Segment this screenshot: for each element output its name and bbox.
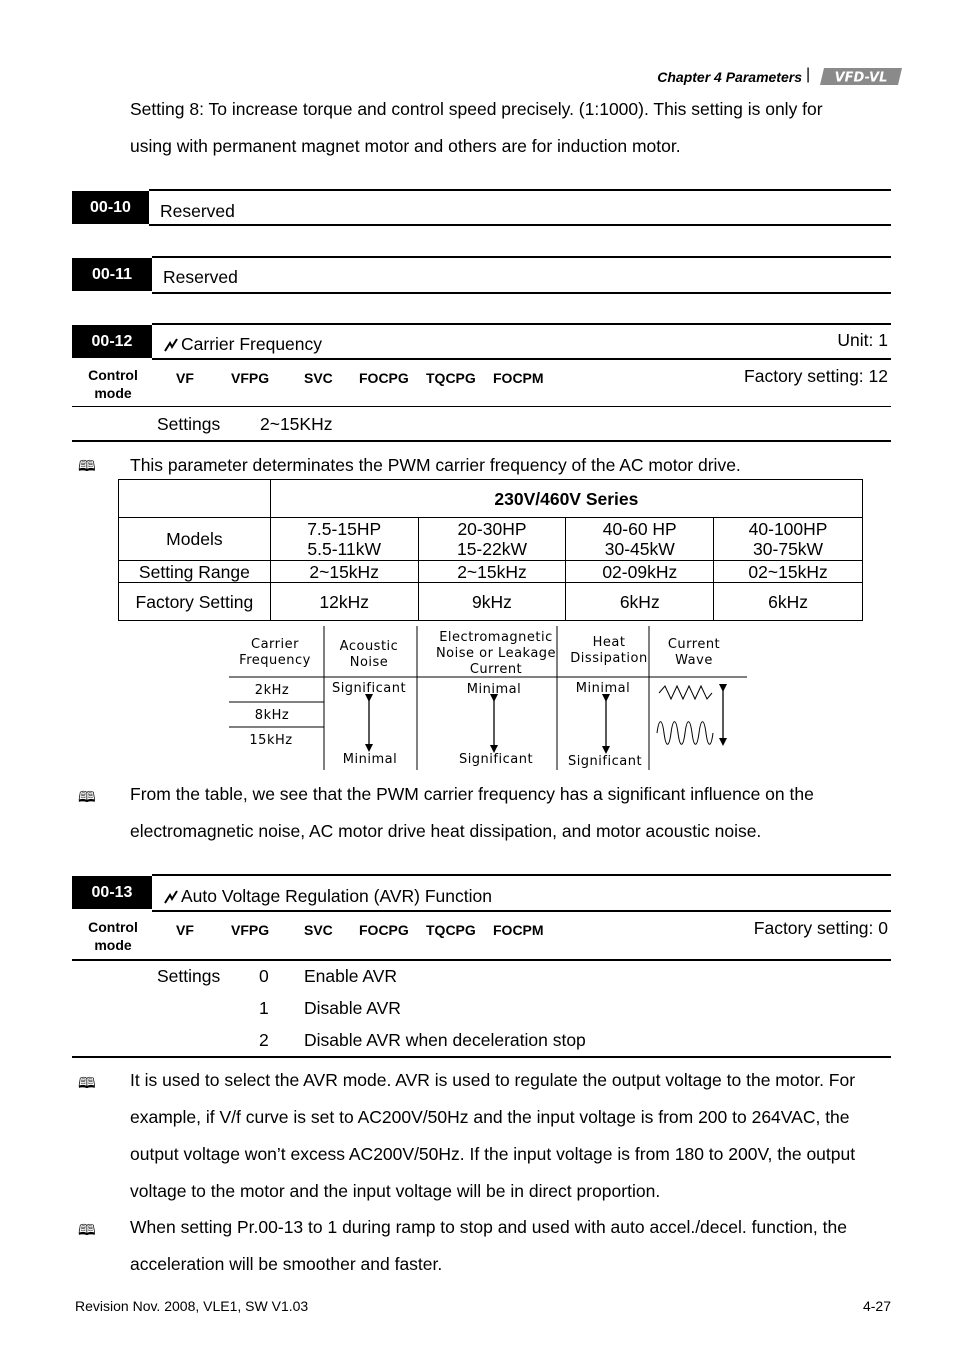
mode-vfpg: VFPG <box>231 922 270 938</box>
freq-label: 15kHz <box>249 733 293 748</box>
col-header: Noise or Leakage <box>435 646 557 661</box>
col-header: Carrier <box>251 637 299 652</box>
table-cell: 2~15kHz <box>418 561 566 583</box>
col-header: Frequency <box>239 653 311 668</box>
divider <box>152 292 891 294</box>
divider <box>149 224 891 226</box>
table-row <box>119 561 863 583</box>
table-cell: 02~15kHz <box>714 561 863 583</box>
param-00-10-tag: 00-10 <box>72 191 149 224</box>
mode-tqcpg: TQCPG <box>426 370 476 386</box>
acoustic-top: Significant <box>331 681 407 696</box>
logo-text: VFD-VL <box>834 70 888 85</box>
param-00-10-name: Reserved <box>160 201 235 221</box>
option-text: Disable AVR <box>304 998 401 1018</box>
divider <box>72 959 891 961</box>
table-cell: 6kHz <box>714 583 863 621</box>
col-header: Current <box>667 637 721 652</box>
note-line-1: From the table, we see that the PWM carrier frequency has a significant influence on the <box>130 784 814 804</box>
heat-bottom: Significant <box>567 754 643 769</box>
writable-icon <box>164 337 178 353</box>
writable-icon <box>164 889 178 905</box>
divider <box>152 256 891 258</box>
col-header: Current <box>469 662 523 677</box>
note-line: When setting Pr.00-13 to 1 during ramp to stop and used with auto accel./decel. function, the <box>130 1217 847 1237</box>
book-icon: 🕮 <box>78 1222 96 1239</box>
table-corner <box>119 480 271 518</box>
param-00-13-tag: 00-13 <box>72 876 152 909</box>
option-value: 2 <box>259 1030 269 1050</box>
param-00-12-tag: 00-12 <box>72 325 152 358</box>
book-icon: 🕮 <box>78 1075 96 1092</box>
col-header: Electromagnetic <box>439 630 553 645</box>
mode-vf: VF <box>176 922 194 938</box>
table-cell: 40-100HP 30-75kW <box>714 518 863 561</box>
mode-svc: SVC <box>304 922 333 938</box>
divider <box>152 910 891 912</box>
mode-vfpg: VFPG <box>231 370 270 386</box>
divider <box>149 189 891 191</box>
table-cell: 6kHz <box>566 583 714 621</box>
param-00-11-tag: 00-11 <box>72 258 152 291</box>
control-mode-label: Control mode <box>88 367 138 401</box>
acoustic-bottom: Minimal <box>342 752 398 767</box>
freq-label: 2kHz <box>254 683 290 698</box>
divider <box>72 406 891 407</box>
table-cell: 20-30HP 15-22kW <box>418 518 566 561</box>
mode-focpg: FOCPG <box>359 922 409 938</box>
row-label: Factory Setting <box>119 583 271 621</box>
option-text: Enable AVR <box>304 966 398 986</box>
param-00-12-unit: Unit: 1 <box>837 330 888 350</box>
note-carrier: This parameter determinates the PWM carrier frequency of the AC motor drive. <box>130 455 741 475</box>
intro-line-2: using with permanent magnet motor and others are for induction motor. <box>130 136 681 156</box>
header-separator: | <box>806 66 811 83</box>
freq-label: 8kHz <box>254 708 290 723</box>
param-00-11-name: Reserved <box>163 267 238 287</box>
note-line: output voltage won’t excess AC200V/50Hz. If the input voltage is from 180 to 200V, the output <box>130 1144 856 1164</box>
mode-focpm: FOCPM <box>493 370 544 386</box>
row-label: Setting Range <box>119 561 271 583</box>
vfd-vl-logo <box>820 68 902 85</box>
col-header: Noise <box>349 655 389 670</box>
emi-top: Minimal <box>466 682 522 697</box>
note-line: It is used to select the AVR mode. AVR is used to regulate the output voltage to the motor. For <box>130 1070 856 1090</box>
note-line: voltage to the motor and the input voltage will be in direct proportion. <box>130 1181 661 1201</box>
table-cell: 40-60 HP 30-45kW <box>566 518 714 561</box>
param-00-13-name: Auto Voltage Regulation (AVR) Function <box>181 886 492 906</box>
option-text: Disable AVR when deceleration stop <box>304 1030 586 1050</box>
divider <box>152 323 891 325</box>
settings-value: 2~15KHz <box>260 414 333 434</box>
option-value: 1 <box>259 998 269 1018</box>
wave-2khz <box>659 686 712 699</box>
table-cell: 7.5-15HP 5.5-11kW <box>270 518 418 561</box>
mode-svc: SVC <box>304 370 333 386</box>
table-row <box>119 518 863 561</box>
mode-tqcpg: TQCPG <box>426 922 476 938</box>
chapter-title: Chapter 4 Parameters <box>657 69 802 85</box>
row-label: Models <box>119 518 271 561</box>
note-line-2: electromagnetic noise, AC motor drive heat dissipation, and motor acoustic noise. <box>130 821 762 841</box>
settings-label: Settings <box>157 414 221 434</box>
factory-setting: Factory setting: 12 <box>744 366 888 386</box>
wave-15khz <box>657 722 713 745</box>
intro-line-1: Setting 8: To increase torque and control speed precisely. (1:1000). This setting is only for <box>130 99 823 119</box>
table-row <box>119 583 863 621</box>
book-icon: 🕮 <box>78 789 96 806</box>
note-line: example, if V/f curve is set to AC200V/50Hz and the input voltage is from 200 to 264VAC, the <box>130 1107 850 1127</box>
option-value: 0 <box>259 966 269 986</box>
control-mode-label: Control mode <box>88 919 138 953</box>
divider <box>72 440 891 442</box>
series-header: 230V/460V Series <box>270 480 862 518</box>
col-header: Acoustic <box>339 639 399 654</box>
col-header: Wave <box>675 653 713 668</box>
heat-top: Minimal <box>575 681 631 696</box>
table-cell: 12kHz <box>270 583 418 621</box>
col-header: Heat <box>592 635 626 650</box>
divider <box>152 358 891 360</box>
factory-setting: Factory setting: 0 <box>753 918 888 938</box>
carrier-effect-chart <box>225 622 750 774</box>
footer-revision: Revision Nov. 2008, VLE1, SW V1.03 <box>75 1298 309 1314</box>
page-number: 4-27 <box>862 1298 891 1314</box>
mode-focpm: FOCPM <box>493 922 544 938</box>
divider <box>152 874 891 876</box>
mode-vf: VF <box>176 370 194 386</box>
param-00-12-name: Carrier Frequency <box>181 334 323 354</box>
settings-label: Settings <box>157 966 221 986</box>
divider <box>72 1056 891 1058</box>
emi-bottom: Significant <box>458 752 534 767</box>
note-line: acceleration will be smoother and faster. <box>130 1254 443 1274</box>
book-icon: 🕮 <box>78 458 96 475</box>
col-header: Dissipation <box>570 651 648 666</box>
mode-focpg: FOCPG <box>359 370 409 386</box>
series-table <box>118 479 863 621</box>
table-cell: 02-09kHz <box>566 561 714 583</box>
table-cell: 9kHz <box>418 583 566 621</box>
table-cell: 2~15kHz <box>270 561 418 583</box>
